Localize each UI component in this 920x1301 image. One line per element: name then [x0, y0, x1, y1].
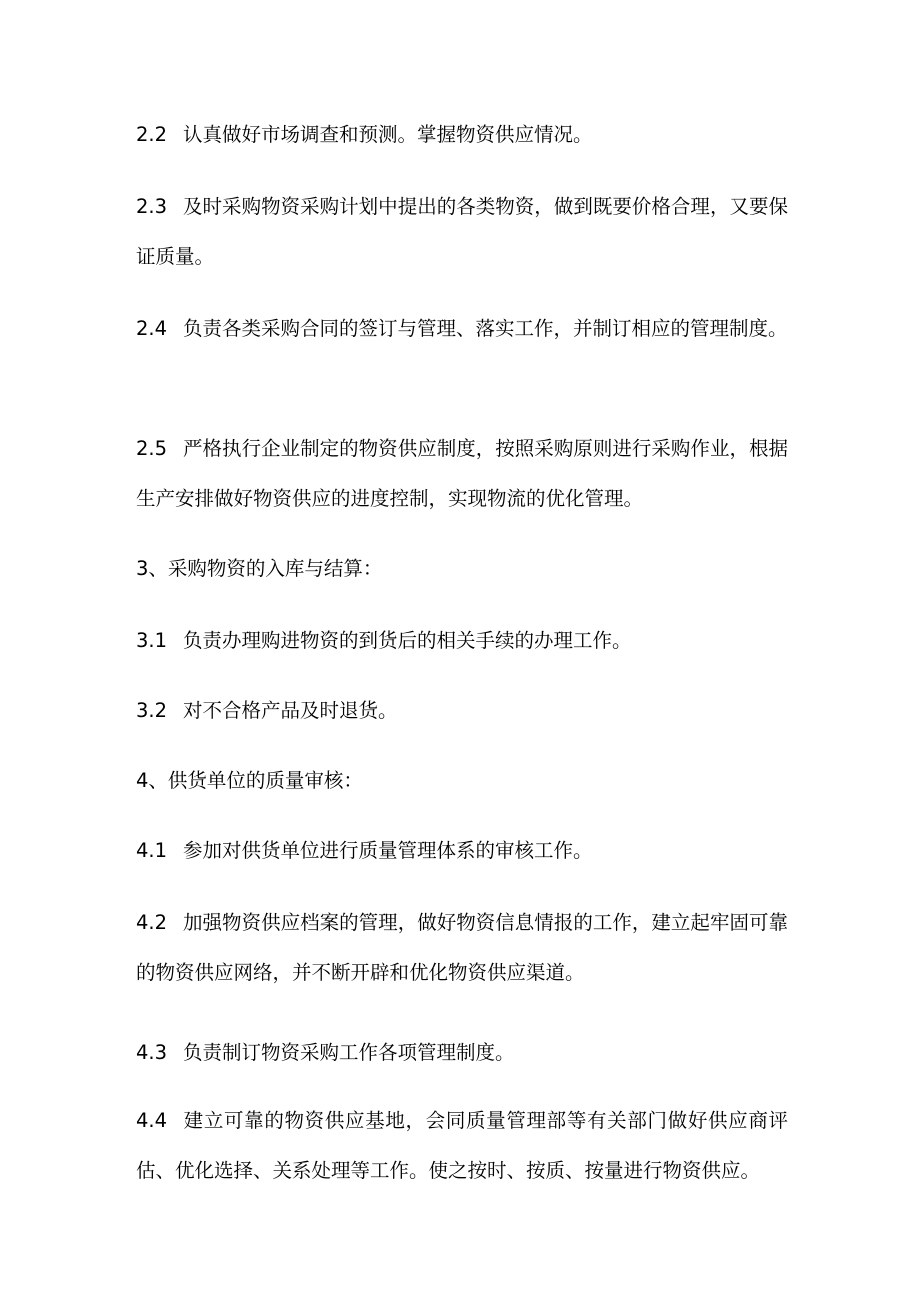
paragraph-3-2	[136, 686, 788, 736]
paragraph-number: 4.1	[136, 839, 168, 862]
paragraph-number: 2.3	[136, 195, 168, 218]
section-number: 3、	[136, 557, 168, 580]
paragraph-number: 4.3	[136, 1041, 168, 1064]
paragraph-4-1	[136, 826, 788, 876]
paragraph-3-1	[136, 616, 788, 666]
paragraph-text: 加强物资供应档案的管理，做好物资信息情报的工作，建立起牢固可靠的物资供应网络，并不断开辟和优化物资供应渠道。	[136, 911, 788, 984]
section-heading-4	[136, 756, 788, 806]
paragraph-number: 2.4	[136, 317, 168, 340]
section-title: 供货单位的质量审核：	[167, 769, 363, 792]
paragraph-number: 2.5	[136, 437, 168, 460]
paragraph-4-4	[136, 1096, 788, 1196]
paragraph-text: 负责制订物资采购工作各项管理制度。	[183, 1041, 515, 1064]
paragraph-text: 及时采购物资采购计划中提出的各类物资，做到既要价格合理，又要保证质量。	[136, 195, 788, 268]
paragraph-2-2	[136, 110, 788, 160]
paragraph-text: 参加对供货单位进行质量管理体系的审核工作。	[183, 839, 593, 862]
paragraph-text: 建立可靠的物资供应基地，会同质量管理部等有关部门做好供应商评估、优化选择、关系处理等工作。使之按时、按质、按量进行物资供应。	[136, 1109, 788, 1182]
paragraph-text: 认真做好市场调查和预测。掌握物资供应情况。	[183, 123, 593, 146]
paragraph-text: 负责各类采购合同的签订与管理、落实工作，并制订相应的管理制度。	[183, 317, 788, 340]
paragraph-2-3	[136, 182, 788, 282]
paragraph-4-3	[136, 1028, 788, 1078]
paragraph-text: 负责办理购进物资的到货后的相关手续的办理工作。	[183, 629, 632, 652]
paragraph-4-2	[136, 898, 788, 998]
paragraph-number: 4.2	[136, 911, 168, 934]
section-heading-3	[136, 544, 788, 594]
paragraph-text: 严格执行企业制定的物资供应制度，按照采购原则进行采购作业，根据生产安排做好物资供应的进度控制，实现物流的优化管理。	[136, 437, 788, 510]
paragraph-number: 3.2	[136, 699, 168, 722]
paragraph-2-5	[136, 424, 788, 524]
section-number: 4、	[136, 769, 168, 792]
paragraph-number: 3.1	[136, 629, 168, 652]
section-title: 采购物资的入库与结算：	[167, 557, 383, 580]
paragraph-text: 对不合格产品及时退货。	[183, 699, 398, 722]
paragraph-number: 4.4	[136, 1109, 168, 1132]
paragraph-number: 2.2	[136, 123, 168, 146]
paragraph-2-4	[136, 304, 788, 354]
